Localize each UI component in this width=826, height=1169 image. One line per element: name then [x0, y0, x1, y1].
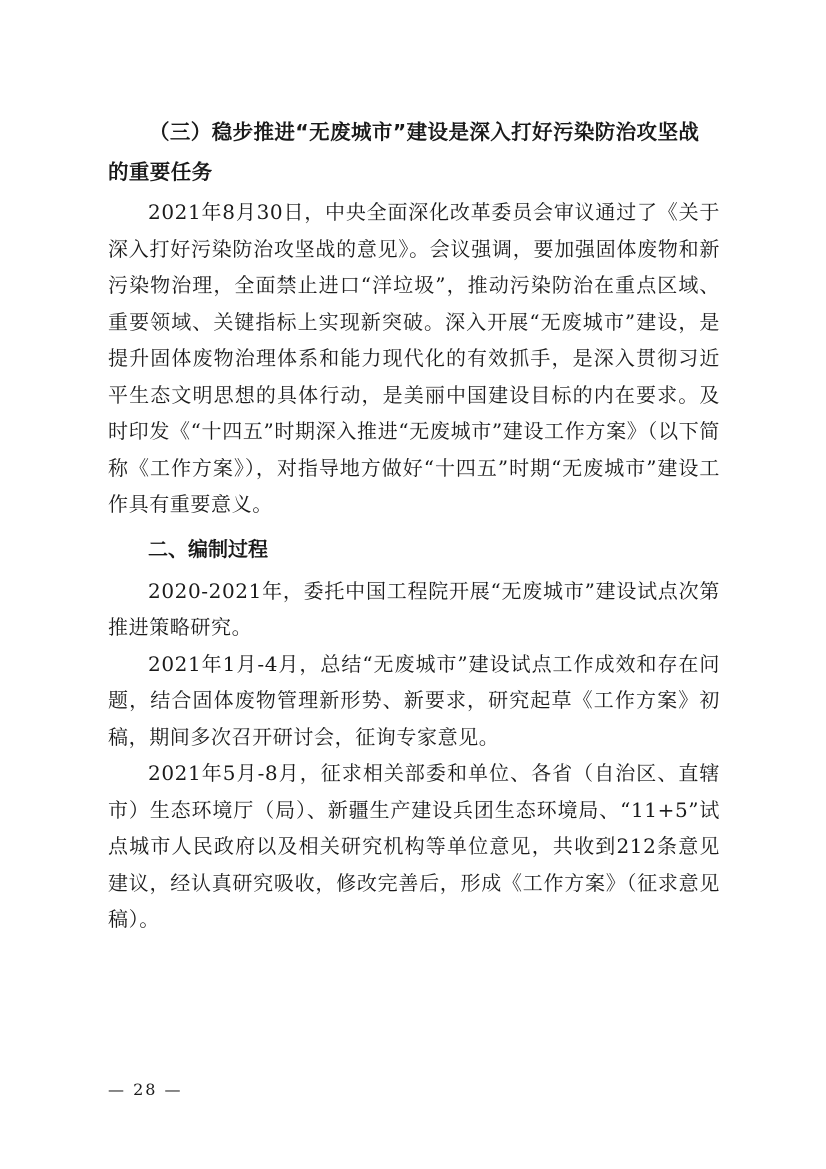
document-page: [108, 112, 720, 938]
spacer: [108, 523, 720, 529]
section-title: 二、编制过程: [148, 536, 268, 561]
subsection-heading: （三）稳步推进“无废城市”建设是深入打好污染防治攻坚战的重要任务: [108, 120, 700, 184]
page-number: — 28 —: [108, 1080, 183, 1099]
body-paragraph-process-2: 2021年1月-4月，总结“无废城市”建设试点工作成效和存在问题，结合固体废物管理新形势、新要求，研究起草《工作方案》初稿，期间多次召开研讨会，征询专家意见。: [108, 651, 720, 749]
body-paragraph-intro: 2021年8月30日，中央全面深化改革委员会审议通过了《关于深入打好污染防治攻坚战的意见》。会议强调，要加强固体废物和新污染物治理，全面禁止进口“洋垃圾”，推动污染防治在重点区域、重要领域、关键指标上实现新突破。深入开展“无废城市”建设，是提升固体废物治理体系和能力现代化的有效抓手，是深入贯彻习近平生态文明思想的具体行动，是美丽中国建设目标的内在要求。及时印发《“十四五”时期深入推进“无废城市”建设工作方案》（以下简称《工作方案》），对指导地方做好“十四五”时期“无废城市”建设工作具有重要意义。: [108, 200, 720, 516]
body-paragraph-process-3: 2021年5月-8月，征求相关部委和单位、各省（自治区、直辖市）生态环境厅（局）、新疆生产建设兵团生态环境局、“11+5”试点城市人民政府以及相关研究机构等单位意见，共收到212条意见建议，经认真研究吸收，修改完善后，形成《工作方案》（征求意见稿）。: [108, 761, 720, 931]
body-paragraph-process-1: 2020-2021年，委托中国工程院开展“无废城市”建设试点次第推进策略研究。: [108, 578, 720, 639]
